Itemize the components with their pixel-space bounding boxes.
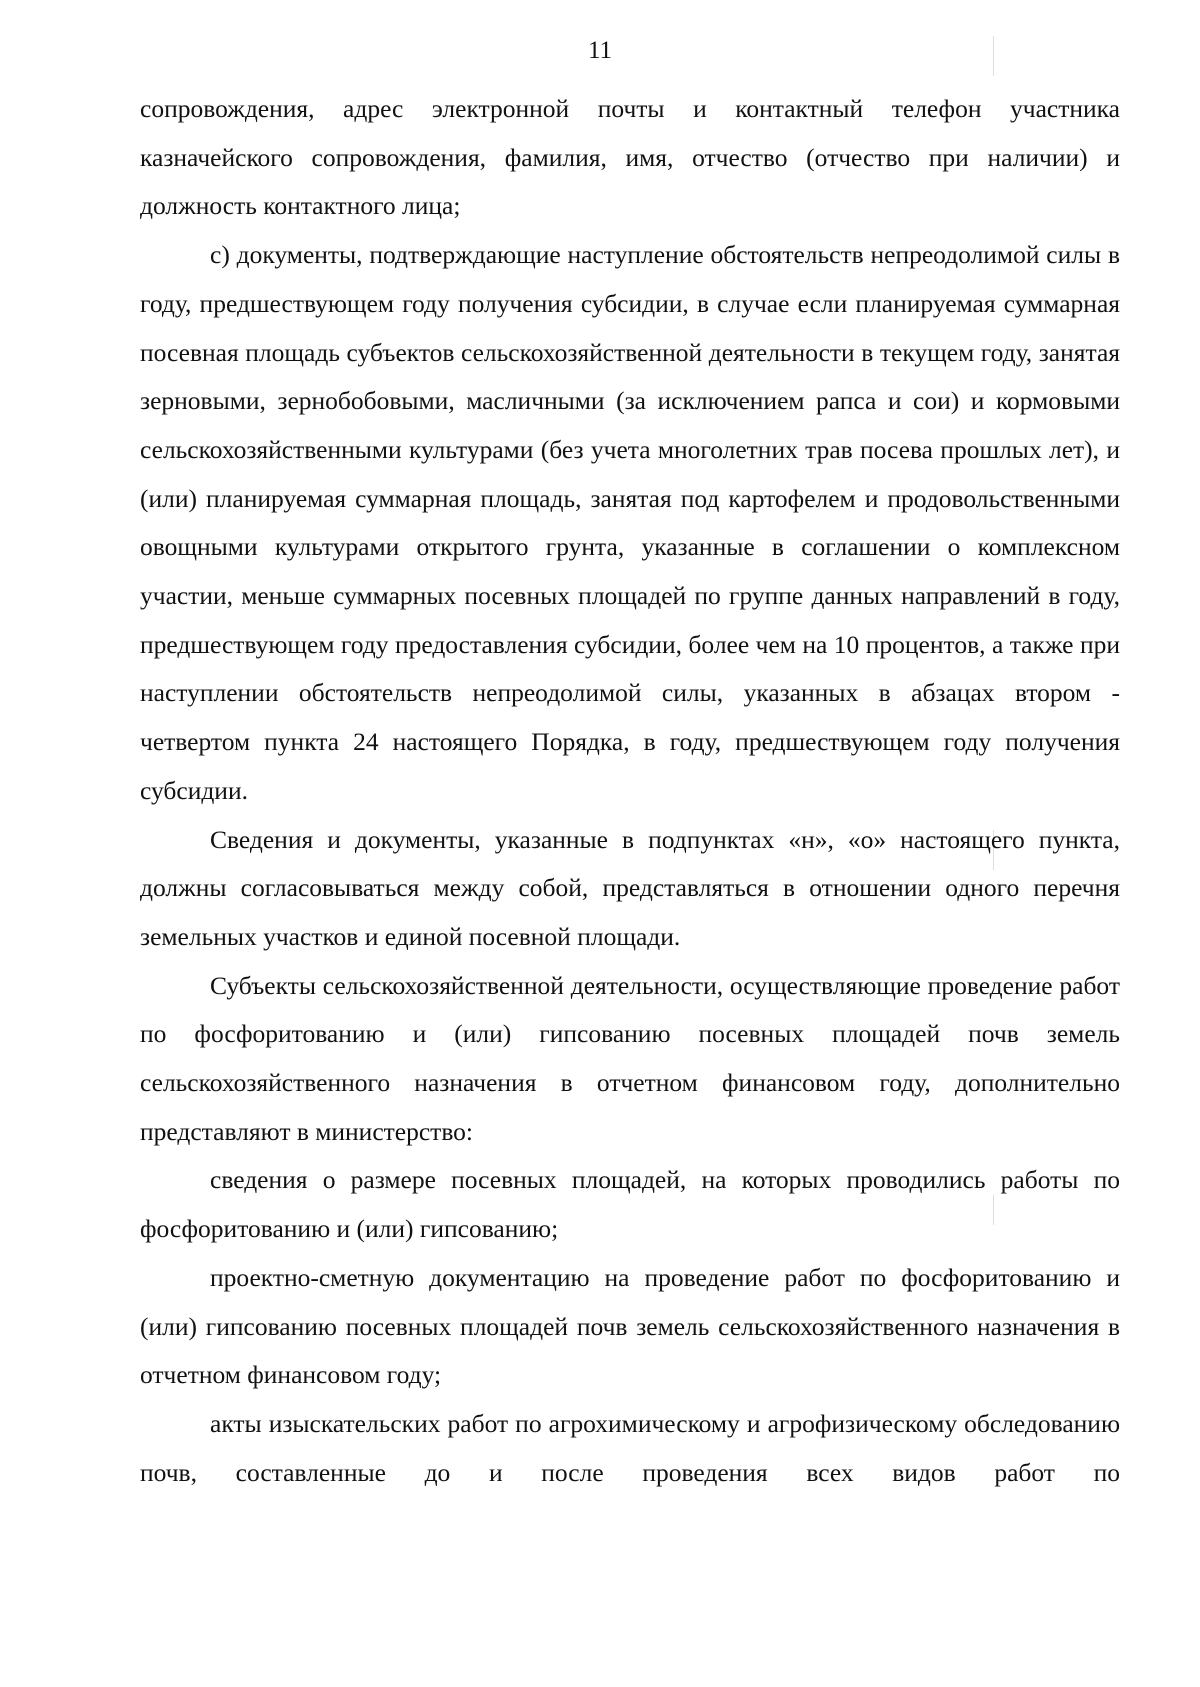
paragraph-item-c: с) документы, подтверждающие наступление обстоятельств непреодолимой силы в году, предшествующем году получения субсидии, в случае если планируемая суммарная посевная площадь субъектов сельскохозяйственной деятельности в текущем году, занятая зерновыми, зернобобовыми, масличными (за исключением рапса и сои) и кормовыми сельскохозяйственными культурами (без учета многолетних трав посева прошлых лет), и (или) планируемая суммарная площадь, занятая под картофелем и продовольственными овощными культурами открытого грунта, указанные в соглашении о комплексном участии, меньше суммарных посевных площадей по группе данных направлений в году, предшествующем году предоставления субсидии, более чем на 10 процентов, а также при наступлении обстоятельств непреодолимой силы, указанных в абзацах втором - четвертом пункта 24 настоящего Порядка, в году, предшествующем году получения субсидии. <box>140 240 1120 805</box>
page-number: 11 <box>587 37 613 64</box>
paragraph-list-item: акты изыскательских работ по агрохимическому и агрофизическому обследованию почв, составленные до и после проведения всех видов работ по <box>140 1408 1120 1487</box>
document-body <box>140 85 1120 1497</box>
paragraph-list-item: проектно-сметную документацию на проведение работ по фосфоритованию и (или) гипсованию посевных площадей почв земель сельскохозяйственного назначения в отчетном финансовом году; <box>140 1262 1120 1390</box>
paragraph-subjects: Субъекты сельскохозяйственной деятельности, осуществляющие проведение работ по фосфоритованию и (или) гипсованию посевных площадей почв земель сельскохозяйственного назначения в отчетном финансовом году, дополнительно представляют в министерство: <box>140 970 1120 1146</box>
paragraph-consistency: Сведения и документы, указанные в подпунктах «н», «о» настоящего пункта, должны согласовываться между собой, представляться в отношении одного перечня земельных участков и единой посевной площади. <box>140 824 1120 951</box>
scan-artifact-line <box>993 36 994 76</box>
paragraph-continuation: сопровождения, адрес электронной почты и контактный телефон участника казначейского сопровождения, фамилия, имя, отчество (отчество при наличии) и должность контактного лица; <box>140 94 1120 221</box>
paragraph-list-item: сведения о размере посевных площадей, на которых проводились работы по фосфоритованию и (или) гипсованию; <box>140 1165 1120 1244</box>
